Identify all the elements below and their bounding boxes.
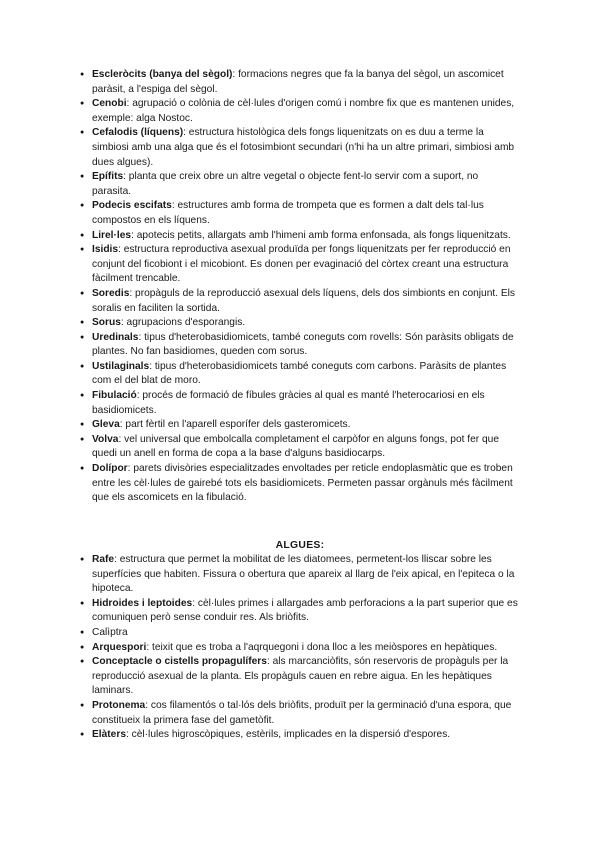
list-item	[80, 331, 520, 360]
term: Arquespori	[92, 641, 147, 653]
section-heading-algues: ALGUES:	[275, 540, 325, 551]
term: Escleròcits (banya del sègol)	[92, 69, 233, 80]
list-item	[80, 462, 520, 506]
definition: : estructures amb forma de trompeta que es formen a dalt dels tal·lus compostos en els líquens.	[92, 200, 484, 226]
list-item	[80, 699, 520, 728]
definition: : cèl·lules higroscòpiques, estèrils, implicades en la dispersió d'espores.	[125, 729, 451, 741]
list-item	[80, 641, 520, 656]
definition: : apotecis petits, allargats amb l'himeni amb forma enfonsada, als fongs liquenitzats.	[131, 229, 511, 241]
definition: : part fèrtil en l'aparell esporífer dels gasteromicets.	[119, 419, 351, 431]
list-item	[80, 170, 520, 199]
term: Cefalodis (líquens)	[92, 127, 184, 139]
list-item	[80, 97, 520, 126]
list-item	[80, 655, 520, 699]
term: Rafe	[92, 554, 115, 565]
definition: : agrupació o colònia de cèl·lules d'origen comú i nombre fix que es mantenen unides, exemple: alga Nostoc.	[92, 98, 515, 124]
list-item	[80, 553, 520, 597]
term: Ustilaginals	[92, 360, 150, 372]
definition: : estructura que permet la mobilitat de les diatomees, permetent-los lliscar sobre les superfícies que habiten. Fissura o obertura que apareix al llarg de l'eix apical, en l'epiteca o la hipoteca.	[92, 554, 515, 595]
definition: : cos filamentós o tal·lós dels briòfits, produït per la germinació d'una espora, que constitueix la primera fase del gametòfit.	[92, 699, 512, 726]
term: Dolípor	[92, 463, 128, 475]
definition: : parets divisòries especialitzades envoltades per reticle endoplasmàtic que es troben entre les cèl·lules de gairebé tots els basidiomicets. Permeten passar orgànuls més fàcilment que els ascomicets en la fibulació.	[92, 463, 513, 504]
term: Soredis	[92, 287, 130, 299]
definition: : teixit que es troba a l'aqrquegoni i dona lloc a les meiòspores en hepàtiques.	[146, 641, 498, 653]
list-item	[80, 626, 520, 641]
list-item	[80, 597, 520, 626]
term: Elàters	[92, 729, 126, 741]
definition: : planta que creix obre un altre vegetal o objecte fent-lo servir com a suport, no parasita.	[92, 171, 479, 197]
definition: : estructura histològica dels fongs liquenitzats on es duu a terme la simbiosi amb una alga que és el fotosimbiont secundari (n'hi ha un altre primari, simbiosi amb dues algues).	[92, 127, 515, 168]
term: Uredinals	[92, 331, 139, 343]
list-item	[80, 229, 520, 244]
definition: : tipus d'heterobasidiomicets, també coneguts com rovells: Són paràsits obligats de plantes. No fan basidiomes, queden com sorus.	[92, 331, 514, 358]
list-item	[80, 316, 520, 331]
definition: : vel universal que embolcalla completament el carpòfor en alguns fongs, pot fer que quedi un anell en forma de copa a la base d'alguns basidiocarps.	[92, 433, 499, 460]
definition: : estructura reproductiva asexual produïda per fongs liquenitzats per fer reproducció en conjunt del ficobiont i el micobiont. Es donen per evaginació del còrtex creant una estructura fàcilment trencable.	[92, 244, 511, 285]
list-item	[80, 68, 520, 97]
term: Epífits	[92, 171, 124, 183]
list-item	[80, 418, 520, 433]
term: Lirel·les	[92, 229, 132, 241]
definition: : agrupacions d'esporangis.	[120, 317, 246, 329]
glossary-list-fungi	[80, 68, 520, 506]
term: Conceptacle o cistells propagulífers	[92, 656, 267, 668]
definition: : propàguls de la reproducció asexual dels líquens, dels dos simbionts en conjunt. Els soralis en faciliten la sortida.	[92, 287, 516, 314]
term: Volva	[92, 433, 119, 445]
definition: : cèl·lules primes i allargades amb perforacions a la part superior que es comuniquen però sense conduir res. Als briòfits.	[92, 597, 518, 624]
definition: : als marcanciòfits, són reservoris de propàguls per la reproducció asexual de la planta. Els propàguls cauen en rebre aigua. En les hepàtiques laminars.	[92, 656, 509, 697]
list-item	[80, 243, 520, 287]
list-item	[80, 126, 520, 170]
term: Sorus	[92, 317, 121, 329]
list-item	[80, 199, 520, 228]
glossary-list-algues	[80, 553, 520, 743]
term: Protonema	[92, 699, 146, 711]
definition: Calìptra	[92, 626, 128, 638]
term: Isidis	[92, 244, 119, 256]
list-item	[80, 728, 520, 743]
term: Cenobi	[92, 98, 127, 110]
term: Gleva	[92, 419, 120, 431]
term: Hidroides i leptoides	[92, 597, 193, 609]
list-item	[80, 360, 520, 389]
list-item	[80, 433, 520, 462]
term: Podecis escifats	[92, 200, 172, 212]
term: Fibulació	[92, 390, 137, 402]
definition: : tipus d'heterobasidiomicets també coneguts com carbons. Paràsits de plantes com el del blat de moro.	[92, 360, 507, 387]
list-item	[80, 287, 520, 316]
definition: : formacions negres que fa la banya del sègol, un ascomicet paràsit, a l'espiga del sègol.	[92, 69, 504, 95]
definition: : procés de formació de fíbules gràcies al qual es manté l'heterocariosi en els basidiomicets.	[92, 390, 485, 416]
list-item	[80, 389, 520, 418]
